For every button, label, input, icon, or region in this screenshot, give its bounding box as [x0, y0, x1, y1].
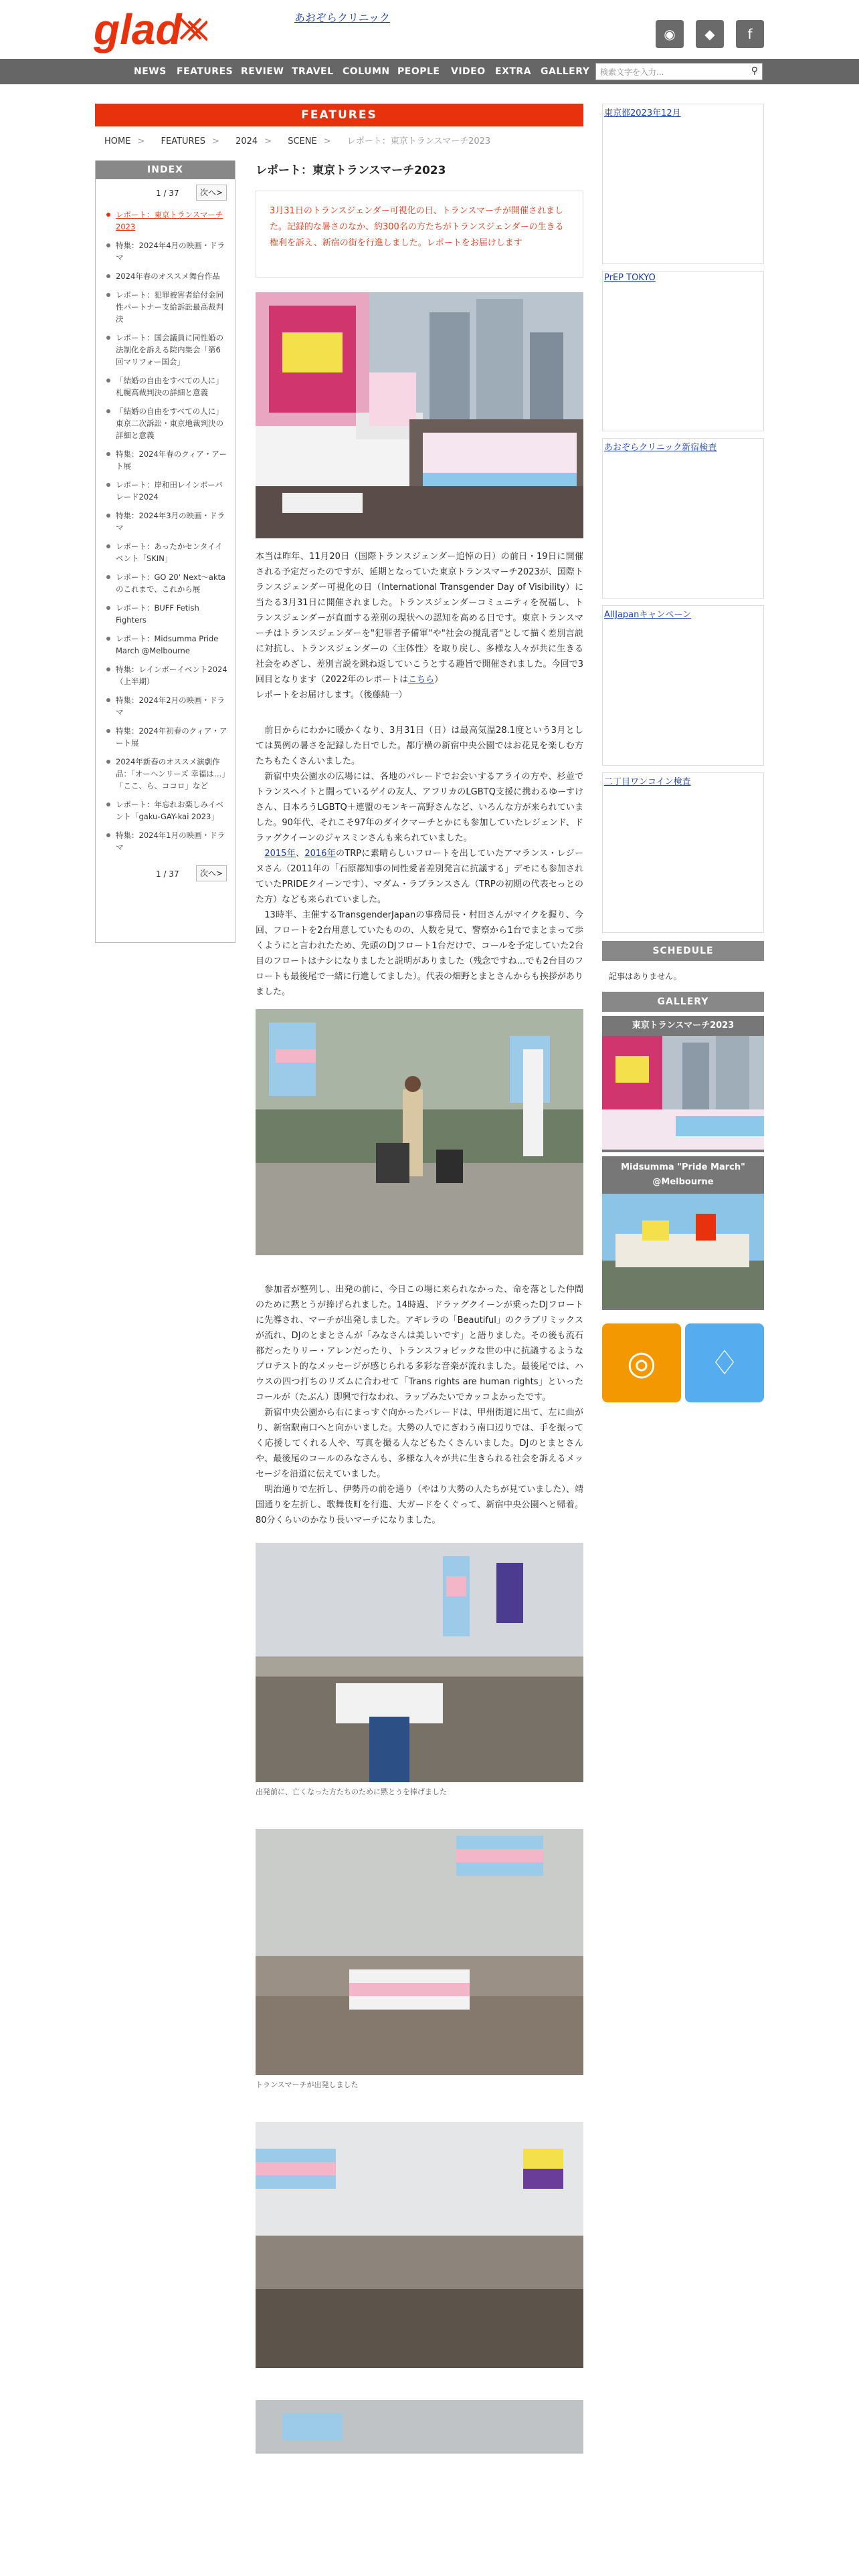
index-item[interactable]: 特集：2024年2月の映画・ドラマ: [106, 694, 228, 718]
rss-icon[interactable]: ◉: [656, 20, 684, 48]
article-photo-float[interactable]: [256, 292, 583, 538]
article-photo-march[interactable]: [256, 2122, 583, 2368]
breadcrumb-current: レポート：東京トランスマーチ2023: [347, 136, 491, 146]
index-item[interactable]: レポート：国会議員に同性婚の法制化を訴える院内集会「第6回マリフォー国会」: [106, 332, 228, 368]
paragraph: のTRPに素晴らしいフロートを出していたアマランス・レジーヌさん（2011年の「石原都知事の同性愛者差別発言に抗議する」デモにも参加されていたPRIDEクイーンです）、マダム・ラブランスさん（TRPの初期の代表セっとのた方）なども来られていました。: [256, 849, 583, 905]
ad-link[interactable]: 東京都2023年12月: [604, 108, 681, 118]
ad-link[interactable]: 二丁目ワンコイン検査: [604, 777, 691, 787]
paragraph: 13時半、主催するTransgenderJapanの事務局長・村田さんがマイクを握り、今回、フロートを2台用意していたものの、人数を見て、警察から1台でまとまって歩くようにと言われたため、先頭のDJフロート1台だけで、コールを予定していた2台目のフロートはナシになりましたと説明がありました（残念ですね…でも2台目のフロートも最後尾で一緒に行進してました）。代表の畑野とまとさんからも挨拶がありました。: [256, 910, 583, 997]
index-item[interactable]: レポート：岸和田レインボーパレード2024: [106, 479, 228, 503]
intro-text: 本当は昨年、11月20日（国際トランスジェンダー追悼の日）の前日・19日に開催される予定だったのですが、延期となっていた東京トランスマーチ2023が、国際トランスジェンダー可視化の日（International Transgender Day of Visibility）に当たる3月31日に開催されました。トランスジェンダーコミュニティを祝福し、トランスジェンダーが直面する差別の現状への認知を高める日です。東京トランスマーチはトランスジェンダーを"犯罪者予備軍"や"社会の撹乱者"として描く差別言説に対抗し、トランスジェンダーの〈主体性〉を取り戻し、多様な人々が共に生きる社会をめざし、差別言説を跳ね返していこうとする趣旨で開催されました。今回で3回目となります（2022年のレポートは: [256, 552, 583, 685]
section-label: FEATURES: [95, 104, 583, 126]
paragraph: 新宿中央公園水の広場には、各地のパレードでお会いするアライの方や、杉並でトランスヘイトと闘っているゲイの友人、アフリカのLGBTQ支援に携わるゆーすけさん、日本ろうLGBTQ＋連盟のモンキー高野さんなど、いろんな方が来られていました。90年代、それこそ97年のダイクマーチとかにも参加していたレジェンド、ドラァグクイーンのジャスミンさんも来られていました。: [256, 772, 583, 843]
breadcrumb-home[interactable]: HOME: [104, 136, 131, 146]
paragraph: 参加者が整列し、出発の前に、今日この場に来られなかった、命を落とした仲間のために黙とうが捧げられました。14時過、ドラァグクイーンが乗ったDJフロートに先導され、マーチが出発しました。アギレラの「Beautiful」のクラブリミックスが流れ、DJのとまとさんが「みなさんは美しいです」と語りました。その後も流石都だったりリー・アレンだったり、トランスフォビックな世の中に抗議するようなプロテスト的なメッセージが感じられる多彩な音楽が流れました。最後尾では、ハウスの四つ打ちのリズムに合わせて「Trans rights are human rights」といったコールが（たぶん）即興で行なわれ、ラップみたいでカッコよかったです。: [256, 1285, 583, 1402]
index-item[interactable]: レポート：年忘れお楽しみイベント「gaku-GAY-kai 2023」: [106, 798, 228, 823]
ad-banner[interactable]: [602, 438, 764, 599]
paragraph: 新宿中央公園から右にまっすぐ向かったパレードは、甲州街道に出て、左に曲がり、新宿駅南口へと向かいました。大勢の人でにぎわう南口辺りでは、手を振ってく応援してくれる人や、写真を撮る人などもたくさんいました。DJのとまとさんや、最後尾のコールのみなさんも、多様な人々が共に生きられる社会を訴えるメッセージを沿道に伝えていました。: [256, 1408, 583, 1479]
ad-banner[interactable]: [602, 772, 764, 933]
nav-people[interactable]: PEOPLE: [397, 66, 440, 77]
rss-icon[interactable]: ◎: [602, 1323, 681, 1402]
article-lead: 3月31日のトランスジェンダー可視化の日、トランスマーチが開催されました。記録的な暑さのなか、約300名の方たちがトランスジェンダーの生きる権利を訴え、新宿の街を行進しました。レポートをお届けします: [256, 191, 583, 278]
link-2022-report[interactable]: こちら: [408, 675, 435, 685]
article-body-1: 本当は昨年、11月20日（国際トランスジェンダー追悼の日）の前日・19日に開催される予定だったのですが、延期となっていた東京トランスマーチ2023が、国際トランスジェンダー可視化の日（International Transgender Day of Visibility）に当たる3月31日に開催されました。トランスジェンダーコミュニティを祝福し、トランスジェンダーが直面する差別の現状への認知を高める日です。東京トランスマーチはトランスジェンダーを"犯罪者予備軍"や"社会の撹乱者"として描く差別言説に対抗し、トランスジェンダーの〈主体性〉を取り戻し、多様な人々が共に生きる社会をめざし、差別言説を跳ね返していこうとする趣旨で開催されました。今回で3回目となります（2022年のレポートはこちら） レポートをお届けします。（後藤純一） 前日からにわかに暖かくなり、3月31日（日）は最高気温28.1度という3月としては異例の暑さを記録した日でした。都庁横の新宿中央公園ではお花見を楽しむ方たちもたくさんいました。 新宿中央公園水の広場には、各地のパレードでお会いするアライの方や、杉並でトランスヘイトと闘っているゲイの友人、アフリカのLGBTQ支援に携わるゆーすけさん、日本ろうLGBTQ＋連盟のモンキー高野さんなど、いろんな方が来られていました。90年代、それこそ97年のダイクマーチとかにも参加していたレジェンド、ドラァグクイーンのジャスミンさんも来られていました。 2015年、2016年のTRPに素晴らしいフロートを出していたアマランス・レジーヌさん（2011年の「石原都知事の同性愛者差別発言に抗議する」デモにも参加されていたPRIDEクイーンです）、マダム・ラブランスさん（TRPの初期の代表セっとのた方）なども来られていました。 13時半、主催するTransgenderJapanの事務局長・村田さんがマイクを握り、今回、フロートを2台用意していたものの、人数を見て、警察から1台でまとまって歩くようにと言われたため、先頭のDJフロート1台だけで、コールを予定していた2台目のフロートはナシになりましたと説明がありました（残念ですね…でも2台目のフロートも最後尾で一緒に行進してました）。代表の畑野とまとさんからも挨拶がありました。: [256, 549, 583, 1000]
index-item[interactable]: 特集：2024年1月の映画・ドラマ: [106, 829, 228, 853]
next-page-button[interactable]: 次へ>: [196, 865, 227, 881]
site-header: [0, 0, 859, 59]
article-photo-silence[interactable]: [256, 1543, 583, 1782]
index-item[interactable]: 特集：2024年春のクィア・アート展: [106, 448, 228, 472]
photo-caption: 出発前に、亡くなった方たちのために黙とうを捧げました: [256, 1788, 447, 1796]
index-item[interactable]: 「結婚の自由をすべての人に」東京二次訴訟・東京地裁判決の詳細と意義: [106, 405, 228, 441]
article: [256, 160, 583, 2454]
right-column: [602, 104, 764, 1417]
breadcrumb-scene[interactable]: SCENE: [288, 136, 317, 146]
nav-column[interactable]: COLUMN: [343, 66, 390, 77]
gallery-item-title[interactable]: Midsumma "Pride March" @Melbourne: [621, 1162, 745, 1187]
breadcrumb-features[interactable]: FEATURES: [161, 136, 206, 146]
intro-text-end: ）: [434, 675, 444, 685]
index-item[interactable]: レポート：GO 20' Next〜akta のこれまで、これから展: [106, 571, 228, 595]
index-item[interactable]: レポート：BUFF Fetish Fighters: [106, 602, 228, 626]
nav-news[interactable]: NEWS: [134, 66, 167, 77]
article-photo-next[interactable]: [256, 2400, 583, 2454]
index-item[interactable]: 2024年新春のオススメ演劇作品：「オーヘンリーズ 幸福は…」「ここ、ら、ココロ」など: [106, 756, 228, 792]
social-buttons: [602, 1323, 764, 1417]
ad-banner[interactable]: [602, 104, 764, 264]
paragraph: 前日からにわかに暖かくなり、3月31日（日）は最高気温28.1度という3月としては異例の暑さを記録した日でした。都庁横の新宿中央公園ではお花見を楽しむ方たちもたくさんいました。: [256, 726, 583, 766]
index-list: [96, 206, 235, 853]
index-pager-top: [96, 179, 235, 206]
article-photo-speech[interactable]: [256, 1009, 583, 1255]
nav-video[interactable]: VIDEO: [451, 66, 486, 77]
index-sidebar: [95, 160, 235, 943]
page-indicator: 1 / 37: [156, 869, 179, 879]
article-photo-march-start[interactable]: [256, 1829, 583, 2075]
nav-gallery[interactable]: GALLERY: [541, 66, 590, 77]
index-item[interactable]: レポート：あったかセンタイイベント「SKIN」: [106, 540, 228, 564]
nav-review[interactable]: REVIEW: [241, 66, 284, 77]
index-item[interactable]: 特集：2024年初春のクィア・アート展: [106, 725, 228, 749]
nav-travel[interactable]: TRAVEL: [292, 66, 334, 77]
ad-banner[interactable]: [602, 271, 764, 431]
gallery-item[interactable]: [602, 1156, 764, 1310]
breadcrumb: HOME > FEATURES > 2024 > SCENE > レポート：東京トランスマーチ2023: [104, 136, 491, 146]
twitter-icon[interactable]: ♢: [685, 1323, 764, 1402]
schedule-heading: SCHEDULE: [602, 941, 764, 961]
search-icon[interactable]: ⚲: [751, 66, 758, 76]
svg-text:glad: glad: [94, 5, 182, 53]
index-item[interactable]: 「結婚の自由をすべての人に」札幌高裁判決の詳細と意義: [106, 374, 228, 399]
facebook-icon[interactable]: f: [736, 20, 764, 48]
index-pager-bottom: [96, 860, 235, 887]
index-item[interactable]: 特集：2024年3月の映画・ドラマ: [106, 510, 228, 534]
ad-link[interactable]: AllJapanキャンペーン: [604, 610, 692, 620]
photo-caption: トランスマーチが出発しました: [256, 2080, 359, 2089]
site-logo[interactable]: [94, 5, 207, 56]
paragraph: 明治通りで左折し、伊勢丹の前を通り（やはり大勢の人たちが見ていました）、靖国通りを左折し、歌舞伎町を行進、大ガードをくぐって、新宿中央公園へと帰着。80分くらいのかなり長いマーチになりました。: [256, 1485, 583, 1525]
gallery-item-title[interactable]: 東京トランスマーチ2023: [632, 1021, 735, 1031]
gallery-heading: GALLERY: [602, 992, 764, 1012]
search-placeholder: 検索文字を入力...: [600, 68, 664, 77]
index-item[interactable]: レポート：Midsumma Pride March @Melbourne: [106, 633, 228, 657]
ad-banner[interactable]: [602, 605, 764, 766]
gallery-item[interactable]: [602, 1016, 764, 1152]
nav-features[interactable]: FEATURES: [177, 66, 233, 77]
index-heading: INDEX: [96, 160, 235, 179]
index-item[interactable]: 特集：レインボーイベント2024（上半期）: [106, 663, 228, 687]
index-item[interactable]: レポート：犯罪被害者給付金同性パートナー支給訴訟最高裁判決: [106, 289, 228, 325]
search-input[interactable]: [595, 63, 763, 80]
nav-extra[interactable]: EXTRA: [495, 66, 532, 77]
gallery-thumb[interactable]: [602, 1036, 764, 1150]
article-body-2: [256, 1282, 583, 1528]
schedule-empty: 記事はありません。: [609, 972, 682, 981]
article-title: レポート：東京トランスマーチ2023: [256, 164, 446, 177]
link-2015[interactable]: 2015年: [264, 849, 296, 859]
page-indicator: 1 / 37: [156, 189, 179, 198]
gallery-thumb[interactable]: [602, 1194, 764, 1307]
ad-link[interactable]: あおぞらクリニック新宿検査: [604, 443, 717, 453]
top-banner-link[interactable]: あおぞらクリニック: [294, 11, 391, 24]
breadcrumb-year[interactable]: 2024: [235, 136, 258, 146]
ad-link[interactable]: PrEP TOKYO: [604, 273, 656, 283]
link-2016[interactable]: 2016年: [304, 849, 337, 859]
index-item[interactable]: 2024年春のオススメ舞台作品: [106, 270, 228, 282]
intro-author: レポートをお届けします。（後藤純一）: [256, 690, 407, 700]
twitter-icon[interactable]: ◆: [696, 20, 724, 48]
index-item[interactable]: レポート：東京トランスマーチ2023: [106, 209, 228, 233]
next-page-button[interactable]: 次へ>: [196, 185, 227, 201]
index-item[interactable]: 特集：2024年4月の映画・ドラマ: [106, 239, 228, 263]
